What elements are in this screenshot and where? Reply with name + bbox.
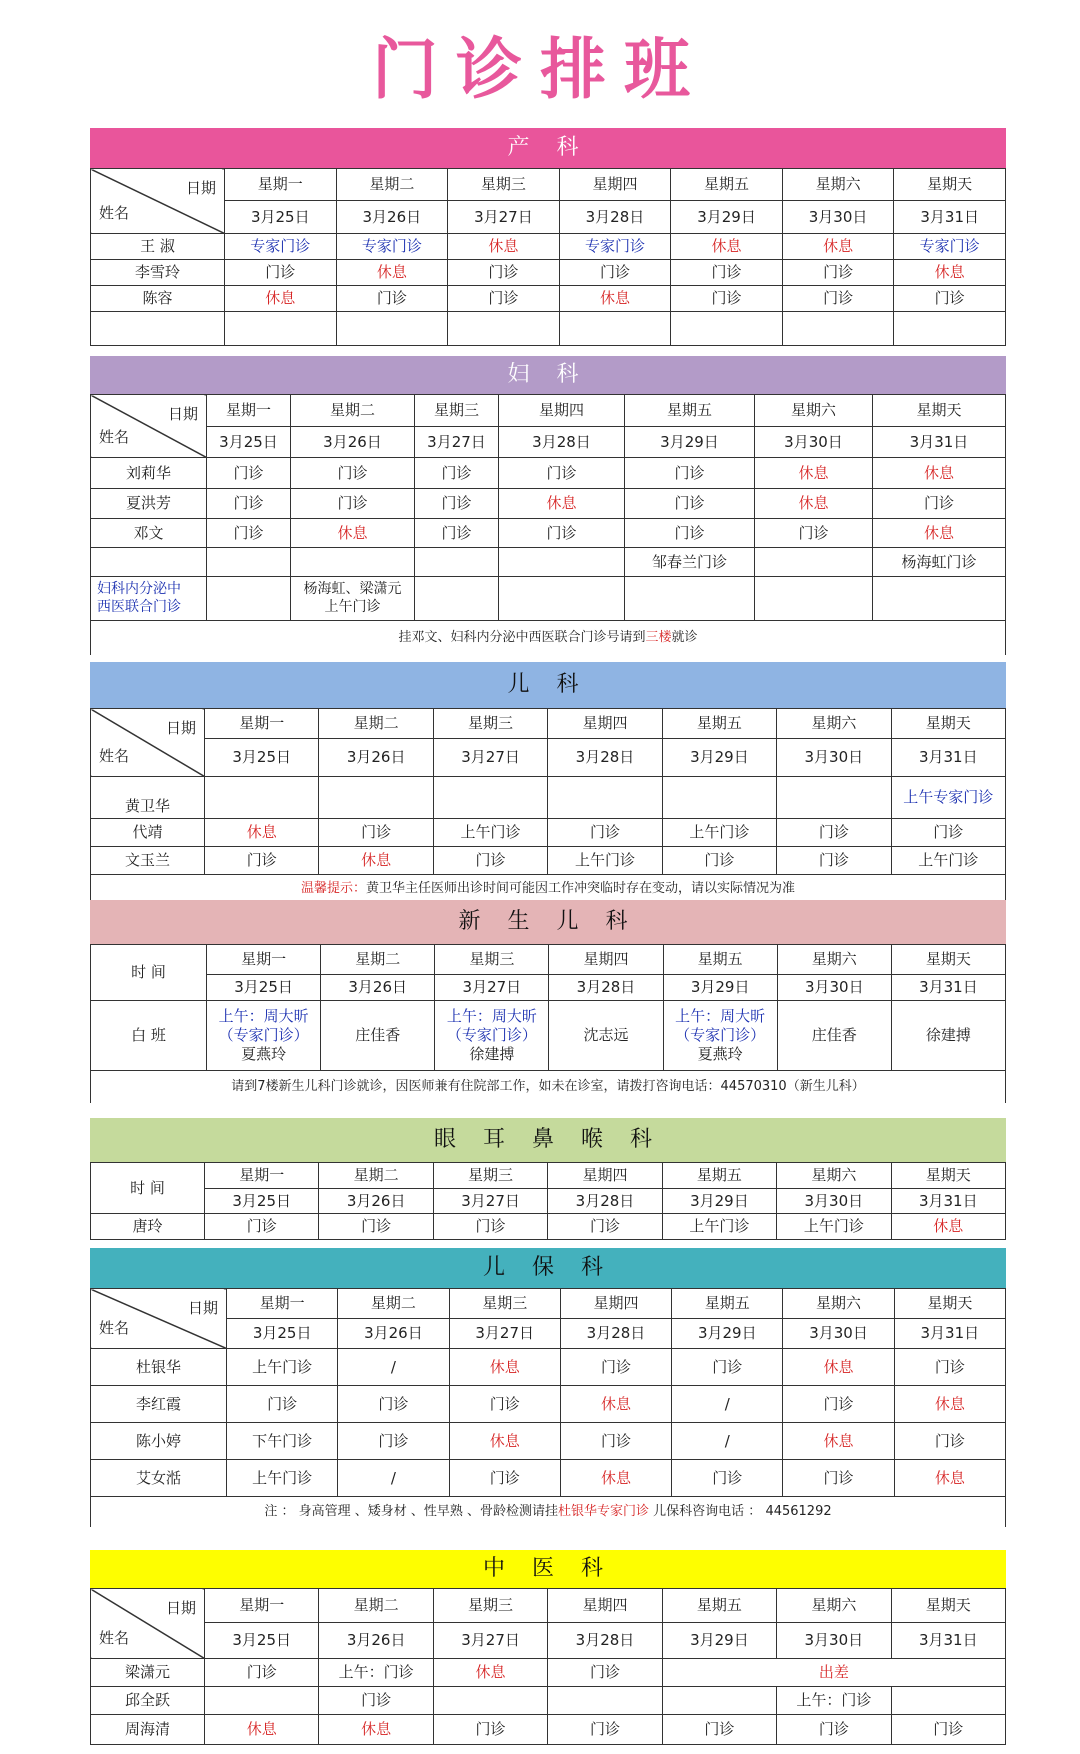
- schedule-cell: 门诊: [227, 1386, 338, 1423]
- schedule-cell: 上午：周大昕 （专家门诊） 徐建搏: [435, 1001, 549, 1071]
- schedule-cell: 门诊: [662, 847, 776, 875]
- schedule-cell: 休息: [336, 260, 448, 286]
- schedule-cell: [433, 777, 547, 819]
- schedule-cell: 门诊: [625, 519, 755, 548]
- table-row: [91, 1349, 1006, 1386]
- time-header: 时 间: [91, 945, 207, 1001]
- schedule-cell: 门诊: [782, 260, 894, 286]
- schedule-cell: 门诊: [291, 489, 415, 519]
- table-row: [91, 1001, 1006, 1071]
- schedule-cell: 门诊: [225, 260, 337, 286]
- schedule-cell: [319, 777, 433, 819]
- schedule-cell: 门诊: [662, 1715, 776, 1745]
- schedule-cell: 休息: [783, 1423, 894, 1460]
- extra-schedule: 邹春兰门诊: [625, 548, 755, 577]
- weekday: 星期三: [433, 1163, 547, 1189]
- header-corner: 日期 姓名: [91, 395, 207, 458]
- date: 3月29日: [672, 1319, 783, 1349]
- weekday: 星期三: [433, 1589, 547, 1623]
- date: 3月30日: [783, 1319, 894, 1349]
- doctor-name: 杜银华: [91, 1349, 227, 1386]
- schedule-cell: 门诊: [671, 286, 783, 312]
- doctor-name: 邓文: [91, 519, 207, 548]
- schedule-cell: 休息: [755, 489, 873, 519]
- date: 3月29日: [662, 1623, 776, 1659]
- schedule-cell: 休息: [560, 1460, 671, 1497]
- schedule-cell: 门诊: [894, 1349, 1005, 1386]
- pediatrics-note: 温馨提示：黄卫华主任医师出诊时间可能因工作冲突临时存在变动，请以实际情况为准: [90, 875, 1006, 903]
- schedule-cell: [205, 777, 319, 819]
- weekday: 星期天: [891, 945, 1005, 975]
- table-row: [91, 1214, 1006, 1240]
- schedule-cell: 休息: [873, 458, 1006, 489]
- header-corner: 日期 姓名: [91, 169, 225, 234]
- ent-table: [90, 1162, 1006, 1240]
- weekday: 星期四: [499, 395, 625, 427]
- pediatrics-table: [90, 708, 1006, 875]
- table-row: [91, 777, 1006, 819]
- joint-clinic-label: 妇科内分泌中 西医联合门诊: [91, 577, 207, 621]
- schedule-cell: 门诊: [672, 1349, 783, 1386]
- date: 3月25日: [205, 1189, 319, 1214]
- weekday: 星期一: [205, 1589, 319, 1623]
- date: 3月29日: [662, 1189, 776, 1214]
- schedule-cell: 上午专家门诊: [891, 777, 1005, 819]
- schedule-cell: 门诊: [755, 519, 873, 548]
- date: 3月29日: [671, 201, 783, 234]
- doctor-name: 李雪玲: [91, 260, 225, 286]
- date: 3月31日: [894, 201, 1006, 234]
- schedule-cell: 门诊: [205, 1659, 319, 1687]
- schedule-cell: 休息: [499, 489, 625, 519]
- schedule-cell: 门诊: [672, 1460, 783, 1497]
- schedule-cell: 休息: [205, 819, 319, 847]
- joint-clinic-cell: 杨海虹、梁潇元 上午门诊: [291, 577, 415, 621]
- neonatal-band: 新 生 儿 科: [90, 900, 1006, 944]
- table-row: [91, 1659, 1006, 1687]
- schedule-cell: 徐建搏: [891, 1001, 1005, 1071]
- schedule-cell: 下午门诊: [227, 1423, 338, 1460]
- ent-section: [90, 1118, 1006, 1240]
- table-row: [91, 1687, 1006, 1715]
- schedule-cell: 休息: [291, 519, 415, 548]
- doctor-name: 李红霞: [91, 1386, 227, 1423]
- gynecology-section: [90, 356, 1006, 655]
- weekday: 星期二: [319, 1589, 433, 1623]
- schedule-cell: 门诊: [625, 458, 755, 489]
- weekday: 星期五: [662, 1589, 776, 1623]
- weekday: 星期天: [891, 709, 1005, 739]
- ent-band: 眼 耳 鼻 喉 科: [90, 1118, 1006, 1162]
- date: 3月28日: [549, 975, 663, 1001]
- schedule-cell: 庄佳香: [777, 1001, 891, 1071]
- date: 3月30日: [755, 427, 873, 458]
- doctor-name: 文玉兰: [91, 847, 205, 875]
- neonatal-table: [90, 944, 1006, 1071]
- neonatal-section: [90, 900, 1006, 1103]
- schedule-cell: 门诊: [548, 1659, 662, 1687]
- child-health-band: 儿 保 科: [90, 1248, 1006, 1288]
- schedule-cell: 上午：门诊: [777, 1687, 891, 1715]
- schedule-cell: 休息: [755, 458, 873, 489]
- weekday: 星期六: [777, 709, 891, 739]
- schedule-cell: 休息: [560, 1386, 671, 1423]
- schedule-cell: 门诊: [449, 1460, 560, 1497]
- schedule-cell: 上午门诊: [227, 1349, 338, 1386]
- schedule-cell: 门诊: [783, 1386, 894, 1423]
- schedule-cell: 出差: [662, 1659, 1005, 1687]
- weekday: 星期天: [891, 1163, 1005, 1189]
- schedule-cell: [548, 777, 662, 819]
- child-health-table: [90, 1288, 1006, 1497]
- schedule-cell: 门诊: [873, 489, 1006, 519]
- schedule-cell: 门诊: [548, 819, 662, 847]
- table-row: [91, 286, 1006, 312]
- schedule-cell: 休息: [559, 286, 671, 312]
- schedule-cell: 门诊: [625, 489, 755, 519]
- date: 3月30日: [777, 975, 891, 1001]
- gynecology-table: [90, 394, 1006, 621]
- schedule-cell: 休息: [891, 1214, 1005, 1240]
- schedule-cell: 休息: [449, 1423, 560, 1460]
- doctor-name: 陈小婷: [91, 1423, 227, 1460]
- schedule-cell: 专家门诊: [336, 234, 448, 260]
- date: 3月27日: [415, 427, 499, 458]
- schedule-cell: 门诊: [783, 1460, 894, 1497]
- date: 3月25日: [205, 739, 319, 777]
- schedule-cell: 专家门诊: [559, 234, 671, 260]
- weekday: 星期三: [435, 945, 549, 975]
- doctor-name: 周海清: [91, 1715, 205, 1745]
- date: 3月30日: [782, 201, 894, 234]
- table-row: [91, 519, 1006, 548]
- weekday: 星期六: [755, 395, 873, 427]
- weekday: 星期一: [205, 709, 319, 739]
- schedule-cell: 门诊: [415, 489, 499, 519]
- schedule-cell: 休息: [894, 1460, 1005, 1497]
- date: 3月28日: [548, 739, 662, 777]
- schedule-cell: 门诊: [415, 458, 499, 489]
- date: 3月28日: [499, 427, 625, 458]
- schedule-cell: 门诊: [894, 286, 1006, 312]
- weekday: 星期天: [891, 1589, 1005, 1623]
- schedule-cell: [777, 777, 891, 819]
- schedule-cell: 上午门诊: [433, 819, 547, 847]
- doctor-name: 夏洪芳: [91, 489, 207, 519]
- schedule-cell: 门诊: [207, 458, 291, 489]
- date: 3月25日: [207, 427, 291, 458]
- schedule-cell: 休息: [873, 519, 1006, 548]
- weekday: 星期二: [321, 945, 435, 975]
- weekday: 星期二: [291, 395, 415, 427]
- weekday: 星期四: [548, 709, 662, 739]
- weekday: 星期二: [319, 709, 433, 739]
- date: 3月27日: [448, 201, 560, 234]
- schedule-cell: 休息: [205, 1715, 319, 1745]
- schedule-cell: 专家门诊: [894, 234, 1006, 260]
- date: 3月31日: [891, 739, 1005, 777]
- doctor-name: 邱全跃: [91, 1687, 205, 1715]
- weekday: 星期二: [338, 1289, 449, 1319]
- weekday: 星期四: [548, 1163, 662, 1189]
- weekday: 星期五: [671, 169, 783, 201]
- weekday: 星期三: [415, 395, 499, 427]
- weekday: 星期六: [783, 1289, 894, 1319]
- schedule-cell: 门诊: [777, 819, 891, 847]
- schedule-cell: 门诊: [499, 519, 625, 548]
- schedule-cell: [662, 777, 776, 819]
- schedule-cell: 门诊: [782, 286, 894, 312]
- weekday: 星期六: [777, 1163, 891, 1189]
- date: 3月30日: [777, 1623, 891, 1659]
- schedule-cell: 门诊: [291, 458, 415, 489]
- schedule-cell: 门诊: [560, 1423, 671, 1460]
- schedule-cell: 庄佳香: [321, 1001, 435, 1071]
- schedule-cell: 门诊: [894, 1423, 1005, 1460]
- schedule-cell: 门诊: [415, 519, 499, 548]
- schedule-cell: 门诊: [319, 1214, 433, 1240]
- schedule-cell: 门诊: [560, 1349, 671, 1386]
- schedule-cell: 休息: [319, 847, 433, 875]
- date: 3月28日: [548, 1623, 662, 1659]
- weekday: 星期五: [662, 1163, 776, 1189]
- schedule-cell: 门诊: [891, 819, 1005, 847]
- schedule-cell: 休息: [671, 234, 783, 260]
- table-row: [91, 234, 1006, 260]
- weekday: 星期一: [227, 1289, 338, 1319]
- schedule-cell: 休息: [783, 1349, 894, 1386]
- schedule-cell: /: [338, 1349, 449, 1386]
- weekday: 星期一: [225, 169, 337, 201]
- header-corner: 日期 姓名: [91, 709, 205, 777]
- tcm-table: [90, 1588, 1006, 1745]
- schedule-cell: 门诊: [448, 260, 560, 286]
- table-row: [91, 1460, 1006, 1497]
- date: 3月29日: [662, 739, 776, 777]
- table-row: [91, 1715, 1006, 1745]
- date: 3月31日: [894, 1319, 1005, 1349]
- schedule-cell: 门诊: [336, 286, 448, 312]
- obstetrics-table: [90, 168, 1006, 346]
- doctor-name: 代靖: [91, 819, 205, 847]
- schedule-cell: /: [672, 1423, 783, 1460]
- weekday: 星期三: [449, 1289, 560, 1319]
- schedule-cell: 门诊: [891, 1715, 1005, 1745]
- table-row: [91, 819, 1006, 847]
- neonatal-note: 请到7楼新生儿科门诊就诊，因医师兼有住院部工作，如未在诊室，请拨打咨询电话：44570310（新生儿科）: [90, 1071, 1006, 1103]
- child-health-section: [90, 1248, 1006, 1527]
- schedule-cell: 门诊: [433, 1715, 547, 1745]
- child-health-note: 注 ： 身高管理 、矮身材 、性早熟 、骨龄检测请挂杜银华专家门诊 儿保科咨询电话 ： 44561292: [90, 1497, 1006, 1527]
- schedule-cell: 上午门诊: [891, 847, 1005, 875]
- date: 3月28日: [560, 1319, 671, 1349]
- obstetrics-section: [90, 128, 1006, 346]
- pediatrics-band: 儿 科: [90, 662, 1006, 708]
- schedule-cell: 上午：周大昕 （专家门诊） 夏燕玲: [207, 1001, 321, 1071]
- schedule-cell: 门诊: [338, 1423, 449, 1460]
- weekday: 星期二: [336, 169, 448, 201]
- schedule-cell: 休息: [319, 1715, 433, 1745]
- schedule-cell: 门诊: [548, 1715, 662, 1745]
- doctor-name: 黄卫华: [91, 777, 205, 819]
- schedule-cell: 上午门诊: [777, 1214, 891, 1240]
- weekday: 星期天: [873, 395, 1006, 427]
- table-row: [91, 489, 1006, 519]
- weekday: 星期五: [625, 395, 755, 427]
- table-row: [91, 260, 1006, 286]
- date: 3月26日: [321, 975, 435, 1001]
- gynecology-band: 妇 科: [90, 356, 1006, 394]
- date: 3月31日: [891, 1623, 1005, 1659]
- schedule-cell: 上午：周大昕 （专家门诊） 夏燕玲: [663, 1001, 777, 1071]
- pediatrics-section: [90, 662, 1006, 903]
- tcm-section: [90, 1550, 1006, 1745]
- date: 3月26日: [319, 739, 433, 777]
- header-corner: 日期 姓名: [91, 1289, 227, 1349]
- schedule-cell: 门诊: [449, 1386, 560, 1423]
- date: 3月28日: [548, 1189, 662, 1214]
- date: 3月27日: [433, 1189, 547, 1214]
- schedule-cell: 门诊: [205, 847, 319, 875]
- schedule-cell: 门诊: [433, 1214, 547, 1240]
- schedule-cell: 休息: [225, 286, 337, 312]
- weekday: 星期三: [448, 169, 560, 201]
- schedule-cell: 上午门诊: [227, 1460, 338, 1497]
- schedule-cell: 休息: [894, 1386, 1005, 1423]
- schedule-cell: 沈志远: [549, 1001, 663, 1071]
- date: 3月26日: [319, 1189, 433, 1214]
- date: 3月29日: [663, 975, 777, 1001]
- date: 3月26日: [338, 1319, 449, 1349]
- weekday: 星期六: [782, 169, 894, 201]
- schedule-cell: 门诊: [433, 847, 547, 875]
- date: 3月31日: [873, 427, 1006, 458]
- schedule-cell: 休息: [433, 1659, 547, 1687]
- doctor-name: 艾女湉: [91, 1460, 227, 1497]
- schedule-cell: 门诊: [777, 847, 891, 875]
- header-corner: 日期 姓名: [91, 1589, 205, 1659]
- page-title: 门诊排班: [372, 31, 708, 108]
- weekday: 星期五: [672, 1289, 783, 1319]
- schedule-cell: 休息: [449, 1349, 560, 1386]
- extra-schedule: 杨海虹门诊: [873, 548, 1006, 577]
- schedule-cell: 上午：门诊: [319, 1659, 433, 1687]
- schedule-cell: 上午门诊: [662, 1214, 776, 1240]
- weekday: 星期四: [549, 945, 663, 975]
- schedule-cell: 门诊: [777, 1715, 891, 1745]
- date: 3月30日: [777, 1189, 891, 1214]
- schedule-cell: 门诊: [559, 260, 671, 286]
- date: 3月30日: [777, 739, 891, 777]
- date: 3月26日: [291, 427, 415, 458]
- schedule-cell: 门诊: [207, 489, 291, 519]
- weekday: 星期四: [548, 1589, 662, 1623]
- weekday: 星期五: [662, 709, 776, 739]
- schedule-cell: 门诊: [671, 260, 783, 286]
- table-row: [91, 1386, 1006, 1423]
- weekday: 星期六: [777, 1589, 891, 1623]
- schedule-cell: /: [338, 1460, 449, 1497]
- time-header: 时 间: [91, 1163, 205, 1214]
- weekday: 星期天: [894, 1289, 1005, 1319]
- date: 3月27日: [435, 975, 549, 1001]
- weekday: 星期一: [207, 395, 291, 427]
- date: 3月25日: [207, 975, 321, 1001]
- date: 3月26日: [319, 1623, 433, 1659]
- date: 3月27日: [433, 739, 547, 777]
- schedule-cell: 门诊: [207, 519, 291, 548]
- schedule-cell: 上午门诊: [548, 847, 662, 875]
- tcm-band: 中 医 科: [90, 1550, 1006, 1588]
- weekday: 星期三: [433, 709, 547, 739]
- date: 3月27日: [433, 1623, 547, 1659]
- schedule-cell: 专家门诊: [225, 234, 337, 260]
- gynecology-note: 挂邓文、妇科内分泌中西医联合门诊号请到三楼就诊: [90, 621, 1006, 655]
- schedule-cell: 门诊: [319, 1687, 433, 1715]
- schedule-cell: 上午门诊: [662, 819, 776, 847]
- schedule-cell: 休息: [782, 234, 894, 260]
- date: 3月25日: [227, 1319, 338, 1349]
- date: 3月31日: [891, 975, 1005, 1001]
- table-row: [91, 847, 1006, 875]
- doctor-name: 梁潇元: [91, 1659, 205, 1687]
- obstetrics-band: 产 科: [90, 128, 1006, 168]
- shift-label: 白 班: [91, 1001, 207, 1071]
- weekday: 星期六: [777, 945, 891, 975]
- table-row: [91, 1423, 1006, 1460]
- schedule-cell: 门诊: [338, 1386, 449, 1423]
- date: 3月31日: [891, 1189, 1005, 1214]
- table-row: [91, 458, 1006, 489]
- doctor-name: 王 淑: [91, 234, 225, 260]
- weekday: 星期一: [205, 1163, 319, 1189]
- date: 3月29日: [625, 427, 755, 458]
- doctor-name: 刘莉华: [91, 458, 207, 489]
- weekday: 星期五: [663, 945, 777, 975]
- date: 3月25日: [225, 201, 337, 234]
- weekday: 星期天: [894, 169, 1006, 201]
- weekday: 星期四: [560, 1289, 671, 1319]
- weekday: 星期四: [559, 169, 671, 201]
- doctor-name: 陈容: [91, 286, 225, 312]
- weekday: 星期一: [207, 945, 321, 975]
- weekday: 星期二: [319, 1163, 433, 1189]
- schedule-cell: 休息: [894, 260, 1006, 286]
- schedule-cell: 门诊: [319, 819, 433, 847]
- schedule-cell: 门诊: [448, 286, 560, 312]
- date: 3月28日: [559, 201, 671, 234]
- schedule-cell: 门诊: [548, 1214, 662, 1240]
- date: 3月27日: [449, 1319, 560, 1349]
- date: 3月25日: [205, 1623, 319, 1659]
- schedule-cell: /: [672, 1386, 783, 1423]
- schedule-cell: 门诊: [499, 458, 625, 489]
- schedule-cell: 门诊: [205, 1214, 319, 1240]
- doctor-name: 唐玲: [91, 1214, 205, 1240]
- schedule-cell: 休息: [448, 234, 560, 260]
- date: 3月26日: [336, 201, 448, 234]
